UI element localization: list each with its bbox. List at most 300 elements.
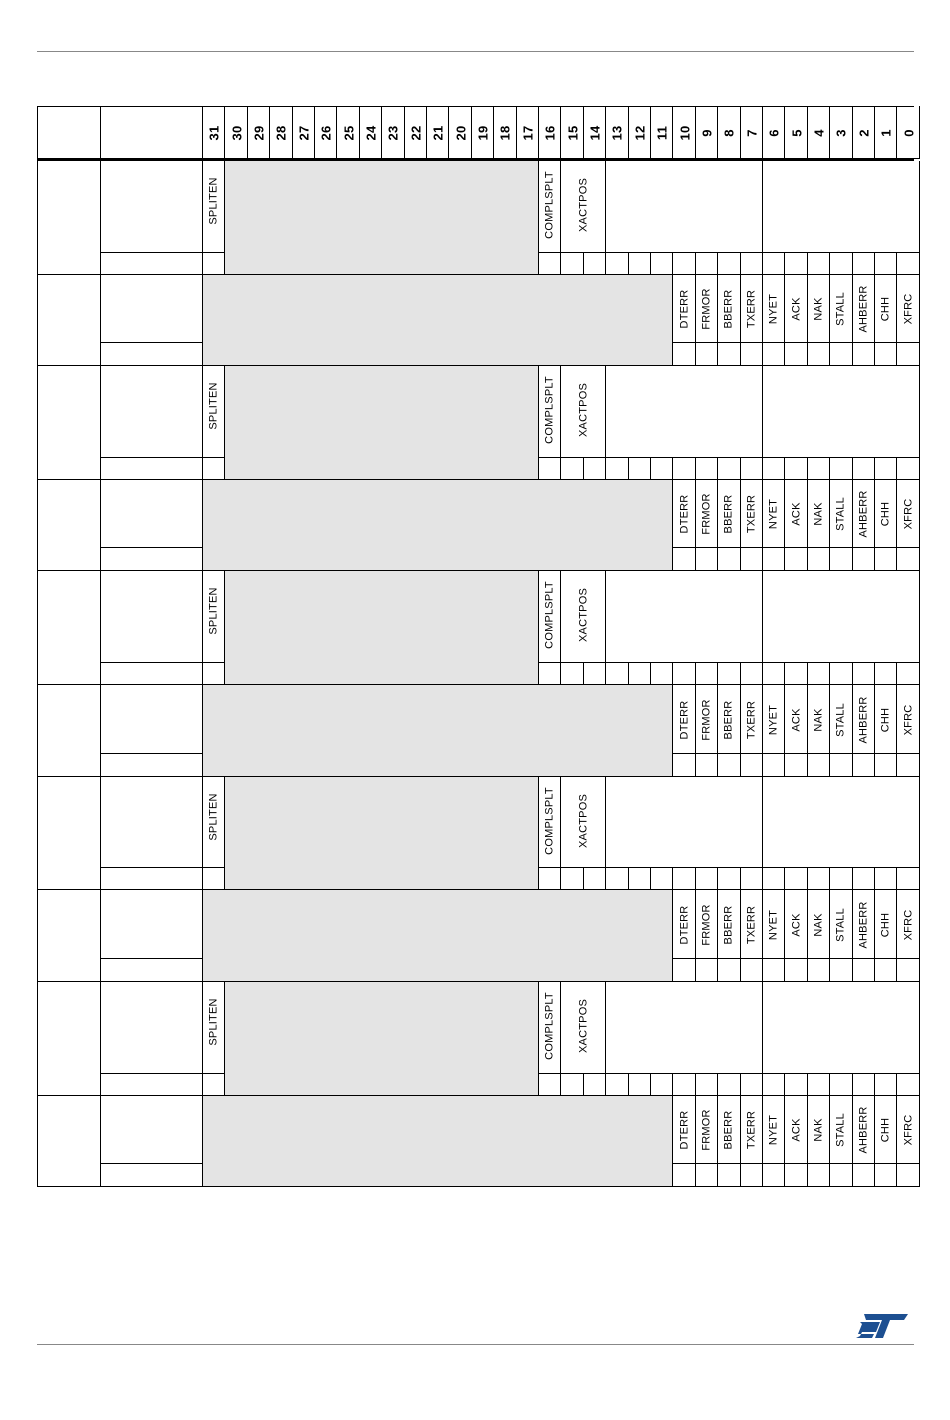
bit-number: 10 bbox=[677, 125, 693, 140]
xactpos-label: XACTPOS bbox=[577, 999, 590, 1053]
reset-value-cell bbox=[203, 1074, 225, 1096]
dterr-label: DTERR bbox=[678, 494, 691, 534]
dterr-label: DTERR bbox=[678, 700, 691, 739]
frmor-label: FRMOR bbox=[700, 1109, 713, 1151]
reset-value-cell bbox=[673, 959, 695, 982]
reset-value-cell bbox=[853, 959, 875, 982]
split-register-row-name-cell bbox=[101, 571, 203, 663]
complsplt-label: COMPLSPLT bbox=[543, 787, 556, 855]
reset-value-cell bbox=[718, 548, 740, 571]
reset-value-cell bbox=[741, 1164, 763, 1187]
interrupt-register-row-offset-cell bbox=[37, 1096, 101, 1187]
nyet-label: NYET bbox=[767, 909, 780, 940]
reset-value-cell bbox=[897, 1164, 919, 1187]
reset-value-cell bbox=[808, 1074, 830, 1096]
xactpos-label: XACTPOS bbox=[577, 383, 590, 437]
dterr-label: DTERR bbox=[678, 289, 691, 329]
xfrc-label: XFRC bbox=[902, 909, 915, 940]
reset-value-cell bbox=[830, 343, 852, 366]
reset-value-cell bbox=[718, 959, 740, 982]
reset-value-cell bbox=[696, 253, 718, 275]
reset-value-cell bbox=[718, 458, 740, 480]
reset-value-cell bbox=[584, 868, 606, 890]
chh-label: CHH bbox=[879, 707, 892, 732]
reset-value-cell bbox=[808, 458, 830, 480]
reset-value-cell bbox=[539, 1074, 561, 1096]
xfrc-label: XFRC bbox=[902, 1114, 915, 1146]
reserved-field bbox=[203, 275, 673, 366]
reset-value-cell bbox=[785, 1164, 807, 1187]
reset-value-cell bbox=[785, 458, 807, 480]
xfrc-label: XFRC bbox=[902, 704, 915, 735]
reset-value-cell bbox=[629, 663, 651, 685]
reset-value-cell bbox=[875, 754, 897, 777]
reserved-field bbox=[225, 161, 539, 275]
reset-value-cell bbox=[651, 868, 673, 890]
reset-value-cell bbox=[875, 548, 897, 571]
bit-number: 23 bbox=[385, 125, 401, 140]
reset-value-cell bbox=[785, 868, 807, 890]
split-register-row-name-cell bbox=[101, 366, 203, 458]
bit-number: 5 bbox=[789, 128, 805, 137]
complsplt-label: COMPLSPLT bbox=[543, 992, 556, 1060]
reset-value-cell bbox=[651, 1074, 673, 1096]
reset-value-cell bbox=[673, 1074, 695, 1096]
bit-number: 24 bbox=[363, 125, 379, 140]
reset-value-cell bbox=[696, 1074, 718, 1096]
reserved-field bbox=[203, 890, 673, 982]
reset-value-cell bbox=[830, 253, 852, 275]
bit-number: 25 bbox=[341, 125, 357, 140]
chh-label: CHH bbox=[879, 296, 892, 322]
bberr-label: BBERR bbox=[722, 289, 735, 329]
reset-value-cell bbox=[696, 1164, 718, 1187]
bit-number: 8 bbox=[721, 128, 737, 137]
reset-value-cell bbox=[785, 253, 807, 275]
spliten-label: SPLITEN bbox=[207, 998, 220, 1046]
reset-value-cell bbox=[584, 1074, 606, 1096]
stall-label: STALL bbox=[834, 497, 847, 531]
bberr-label: BBERR bbox=[722, 700, 735, 739]
bit-number: 12 bbox=[632, 125, 648, 140]
reset-value-cell bbox=[718, 868, 740, 890]
bit-number: 6 bbox=[766, 128, 782, 137]
interrupt-register-row-offset-cell bbox=[37, 890, 101, 982]
reset-value-cell bbox=[763, 754, 785, 777]
reset-value-cell bbox=[629, 253, 651, 275]
reset-value-cell bbox=[763, 548, 785, 571]
ack-label: ACK bbox=[790, 297, 803, 321]
txerr-label: TXERR bbox=[745, 700, 758, 739]
split-register-row-offset-cell bbox=[37, 571, 101, 685]
interrupt-register-row-offset-cell bbox=[37, 275, 101, 366]
reset-value-cell bbox=[763, 663, 785, 685]
reset-value-cell bbox=[763, 1074, 785, 1096]
split-register-row-reset-label-cell bbox=[101, 868, 203, 890]
reset-value-cell bbox=[606, 1074, 628, 1096]
interrupt-register-row-reset-label-cell bbox=[101, 1164, 203, 1187]
reset-value-cell bbox=[203, 868, 225, 890]
bit-number: 29 bbox=[251, 125, 267, 140]
complsplt-label: COMPLSPLT bbox=[543, 376, 556, 444]
chh-label: CHH bbox=[879, 501, 892, 527]
reset-value-cell bbox=[561, 663, 583, 685]
xactpos-label: XACTPOS bbox=[577, 178, 590, 232]
reset-value-cell bbox=[203, 663, 225, 685]
bit-number: 9 bbox=[699, 128, 715, 137]
interrupt-register-row-reset-label-cell bbox=[101, 548, 203, 571]
reset-value-cell bbox=[629, 868, 651, 890]
hubaddr-field bbox=[606, 161, 763, 253]
bit-number: 30 bbox=[229, 125, 245, 140]
reset-value-cell bbox=[673, 754, 695, 777]
reset-value-cell bbox=[853, 548, 875, 571]
txerr-label: TXERR bbox=[745, 494, 758, 534]
nak-label: NAK bbox=[812, 297, 825, 321]
bit-number: 1 bbox=[878, 128, 894, 137]
frmor-label: FRMOR bbox=[700, 698, 713, 741]
bberr-label: BBERR bbox=[722, 494, 735, 534]
interrupt-register-row-name-cell bbox=[101, 480, 203, 548]
stall-label: STALL bbox=[834, 702, 847, 737]
reset-value-cell bbox=[561, 868, 583, 890]
reset-value-cell bbox=[875, 253, 897, 275]
ack-label: ACK bbox=[790, 502, 803, 526]
interrupt-register-row-offset-cell bbox=[37, 480, 101, 571]
chh-label: CHH bbox=[879, 1117, 892, 1143]
nyet-label: NYET bbox=[767, 704, 780, 735]
xfrc-label: XFRC bbox=[902, 498, 915, 530]
frmor-label: FRMOR bbox=[700, 493, 713, 535]
reset-value-cell bbox=[718, 663, 740, 685]
reset-value-cell bbox=[561, 253, 583, 275]
reset-value-cell bbox=[606, 663, 628, 685]
reset-value-cell bbox=[741, 754, 763, 777]
bit-number: 16 bbox=[542, 125, 558, 140]
reset-value-cell bbox=[897, 754, 919, 777]
reset-value-cell bbox=[651, 253, 673, 275]
reset-value-cell bbox=[897, 1074, 919, 1096]
reset-value-cell bbox=[785, 548, 807, 571]
prtaddr-field bbox=[763, 777, 920, 868]
bit-number: 7 bbox=[744, 128, 760, 137]
reset-value-cell bbox=[696, 754, 718, 777]
reset-value-cell bbox=[785, 1074, 807, 1096]
reset-value-cell bbox=[875, 458, 897, 480]
reset-value-cell bbox=[853, 1074, 875, 1096]
bit-number: 27 bbox=[296, 125, 312, 140]
reset-value-cell bbox=[875, 1074, 897, 1096]
txerr-label: TXERR bbox=[745, 289, 758, 329]
reset-value-cell bbox=[763, 959, 785, 982]
split-register-row-offset-cell bbox=[37, 777, 101, 890]
reset-value-cell bbox=[808, 343, 830, 366]
bberr-label: BBERR bbox=[722, 905, 735, 944]
nyet-label: NYET bbox=[767, 293, 780, 325]
reset-value-cell bbox=[696, 959, 718, 982]
reset-value-cell bbox=[673, 548, 695, 571]
reset-value-cell bbox=[763, 1164, 785, 1187]
interrupt-register-row-reset-label-cell bbox=[101, 754, 203, 777]
dterr-label: DTERR bbox=[678, 1110, 691, 1150]
reset-value-cell bbox=[808, 1164, 830, 1187]
bit-number: 17 bbox=[520, 125, 536, 140]
ahberr-label: AHBERR bbox=[857, 900, 870, 949]
ahberr-label: AHBERR bbox=[857, 490, 870, 538]
reset-value-cell bbox=[673, 343, 695, 366]
spliten-label: SPLITEN bbox=[207, 793, 220, 841]
reset-value-cell bbox=[897, 343, 919, 366]
reset-value-cell bbox=[673, 868, 695, 890]
spliten-label: SPLITEN bbox=[207, 382, 220, 430]
reset-value-cell bbox=[808, 868, 830, 890]
reset-value-cell bbox=[785, 663, 807, 685]
reset-value-cell bbox=[830, 1164, 852, 1187]
reset-value-cell bbox=[629, 1074, 651, 1096]
reset-value-cell bbox=[897, 458, 919, 480]
nak-label: NAK bbox=[812, 912, 825, 937]
stall-label: STALL bbox=[834, 907, 847, 942]
reset-value-cell bbox=[651, 663, 673, 685]
reset-value-cell bbox=[696, 868, 718, 890]
reset-value-cell bbox=[830, 959, 852, 982]
st-logo-icon bbox=[852, 1310, 910, 1345]
ahberr-label: AHBERR bbox=[857, 1106, 870, 1154]
bit-number: 3 bbox=[833, 128, 849, 137]
split-register-row-offset-cell bbox=[37, 161, 101, 275]
reset-value-cell bbox=[808, 754, 830, 777]
reset-value-cell bbox=[853, 754, 875, 777]
interrupt-register-row-name-cell bbox=[101, 685, 203, 754]
reset-value-cell bbox=[853, 253, 875, 275]
nyet-label: NYET bbox=[767, 498, 780, 530]
reset-value-cell bbox=[897, 959, 919, 982]
reset-value-cell bbox=[539, 663, 561, 685]
reset-value-cell bbox=[741, 548, 763, 571]
reset-value-cell bbox=[561, 458, 583, 480]
hubaddr-field bbox=[606, 777, 763, 868]
reset-value-cell bbox=[606, 458, 628, 480]
reserved-field bbox=[225, 366, 539, 480]
nak-label: NAK bbox=[812, 502, 825, 526]
interrupt-register-row-reset-label-cell bbox=[101, 959, 203, 982]
bit-number: 15 bbox=[565, 125, 581, 140]
reset-value-cell bbox=[763, 253, 785, 275]
interrupt-register-row-name-cell bbox=[101, 1096, 203, 1164]
header-register-cell bbox=[101, 106, 203, 159]
split-register-row-reset-label-cell bbox=[101, 253, 203, 275]
reset-value-cell bbox=[830, 868, 852, 890]
reset-value-cell bbox=[875, 959, 897, 982]
reset-value-cell bbox=[830, 754, 852, 777]
reset-value-cell bbox=[561, 1074, 583, 1096]
reset-value-cell bbox=[718, 253, 740, 275]
header-offset-cell bbox=[37, 106, 101, 159]
nak-label: NAK bbox=[812, 707, 825, 732]
bit-number: 14 bbox=[587, 125, 603, 140]
reset-value-cell bbox=[673, 663, 695, 685]
reset-value-cell bbox=[584, 663, 606, 685]
interrupt-register-row-name-cell bbox=[101, 275, 203, 343]
reset-value-cell bbox=[830, 458, 852, 480]
spliten-label: SPLITEN bbox=[207, 587, 220, 635]
reserved-field bbox=[225, 571, 539, 685]
reset-value-cell bbox=[808, 548, 830, 571]
reset-value-cell bbox=[785, 959, 807, 982]
xactpos-label: XACTPOS bbox=[577, 588, 590, 642]
reset-value-cell bbox=[696, 458, 718, 480]
reset-value-cell bbox=[808, 959, 830, 982]
stall-label: STALL bbox=[834, 292, 847, 326]
reset-value-cell bbox=[203, 458, 225, 480]
reset-value-cell bbox=[718, 343, 740, 366]
reset-value-cell bbox=[741, 343, 763, 366]
split-register-row-reset-label-cell bbox=[101, 458, 203, 480]
bit-number: 21 bbox=[430, 125, 446, 140]
stall-label: STALL bbox=[834, 1113, 847, 1147]
reset-value-cell bbox=[830, 1074, 852, 1096]
reset-value-cell bbox=[629, 458, 651, 480]
prtaddr-field bbox=[763, 982, 920, 1074]
reset-value-cell bbox=[897, 548, 919, 571]
bit-number: 4 bbox=[811, 128, 827, 137]
split-register-row-reset-label-cell bbox=[101, 663, 203, 685]
txerr-label: TXERR bbox=[745, 1110, 758, 1150]
reset-value-cell bbox=[718, 1164, 740, 1187]
reserved-field bbox=[203, 480, 673, 571]
dterr-label: DTERR bbox=[678, 905, 691, 944]
split-register-row-reset-label-cell bbox=[101, 1074, 203, 1096]
split-register-row-offset-cell bbox=[37, 366, 101, 480]
split-register-row-name-cell bbox=[101, 982, 203, 1074]
reset-value-cell bbox=[539, 868, 561, 890]
reset-value-cell bbox=[741, 458, 763, 480]
frmor-label: FRMOR bbox=[700, 288, 713, 330]
reset-value-cell bbox=[875, 663, 897, 685]
interrupt-register-row-reset-label-cell bbox=[101, 343, 203, 366]
reset-value-cell bbox=[897, 253, 919, 275]
reset-value-cell bbox=[606, 868, 628, 890]
split-register-row-offset-cell bbox=[37, 982, 101, 1096]
spliten-label: SPLITEN bbox=[207, 177, 220, 225]
bit-number: 28 bbox=[273, 125, 289, 140]
hubaddr-field bbox=[606, 982, 763, 1074]
ack-label: ACK bbox=[790, 1118, 803, 1142]
reserved-field bbox=[203, 1096, 673, 1187]
hubaddr-field bbox=[606, 571, 763, 663]
reset-value-cell bbox=[853, 663, 875, 685]
bit-number: 2 bbox=[856, 128, 872, 137]
frmor-label: FRMOR bbox=[700, 903, 713, 946]
reset-value-cell bbox=[875, 343, 897, 366]
complsplt-label: COMPLSPLT bbox=[543, 171, 556, 239]
reset-value-cell bbox=[651, 458, 673, 480]
interrupt-register-row-offset-cell bbox=[37, 685, 101, 777]
prtaddr-field bbox=[763, 571, 920, 663]
reset-value-cell bbox=[741, 868, 763, 890]
reset-value-cell bbox=[203, 253, 225, 275]
reset-value-cell bbox=[584, 253, 606, 275]
reset-value-cell bbox=[763, 868, 785, 890]
bit-number: 31 bbox=[206, 125, 222, 140]
reset-value-cell bbox=[673, 253, 695, 275]
xactpos-label: XACTPOS bbox=[577, 794, 590, 848]
reset-value-cell bbox=[785, 343, 807, 366]
bit-number: 22 bbox=[408, 125, 424, 140]
txerr-label: TXERR bbox=[745, 905, 758, 944]
reset-value-cell bbox=[539, 253, 561, 275]
reset-value-cell bbox=[696, 663, 718, 685]
reset-value-cell bbox=[696, 548, 718, 571]
reset-value-cell bbox=[830, 548, 852, 571]
reset-value-cell bbox=[741, 959, 763, 982]
reset-value-cell bbox=[808, 663, 830, 685]
reset-value-cell bbox=[606, 253, 628, 275]
interrupt-register-row-name-cell bbox=[101, 890, 203, 959]
bberr-label: BBERR bbox=[722, 1110, 735, 1150]
reset-value-cell bbox=[741, 1074, 763, 1096]
reset-value-cell bbox=[718, 1074, 740, 1096]
bit-number: 11 bbox=[654, 125, 670, 140]
reset-value-cell bbox=[539, 458, 561, 480]
reset-value-cell bbox=[830, 663, 852, 685]
reset-value-cell bbox=[875, 1164, 897, 1187]
bit-number: 0 bbox=[901, 128, 917, 137]
reset-value-cell bbox=[741, 253, 763, 275]
reset-value-cell bbox=[673, 1164, 695, 1187]
prtaddr-field bbox=[763, 161, 920, 253]
bit-number: 26 bbox=[318, 125, 334, 140]
bit-number: 18 bbox=[497, 125, 513, 140]
ahberr-label: AHBERR bbox=[857, 285, 870, 333]
bottom-rule bbox=[37, 1344, 914, 1345]
bit-number: 20 bbox=[453, 125, 469, 140]
reset-value-cell bbox=[808, 253, 830, 275]
ack-label: ACK bbox=[790, 912, 803, 937]
reset-value-cell bbox=[763, 458, 785, 480]
split-register-row-name-cell bbox=[101, 161, 203, 253]
reset-value-cell bbox=[897, 868, 919, 890]
ahberr-label: AHBERR bbox=[857, 695, 870, 744]
reset-value-cell bbox=[673, 458, 695, 480]
bit-number: 19 bbox=[475, 125, 491, 140]
reset-value-cell bbox=[741, 663, 763, 685]
reset-value-cell bbox=[897, 663, 919, 685]
reset-value-cell bbox=[763, 343, 785, 366]
split-register-row-name-cell bbox=[101, 777, 203, 868]
reset-value-cell bbox=[853, 343, 875, 366]
reset-value-cell bbox=[853, 868, 875, 890]
nak-label: NAK bbox=[812, 1118, 825, 1142]
hubaddr-field bbox=[606, 366, 763, 458]
reset-value-cell bbox=[785, 754, 807, 777]
reset-value-cell bbox=[853, 1164, 875, 1187]
chh-label: CHH bbox=[879, 912, 892, 937]
reserved-field bbox=[225, 982, 539, 1096]
xfrc-label: XFRC bbox=[902, 293, 915, 325]
reset-value-cell bbox=[696, 343, 718, 366]
reserved-field bbox=[203, 685, 673, 777]
reset-value-cell bbox=[875, 868, 897, 890]
reserved-field bbox=[225, 777, 539, 890]
bit-number: 13 bbox=[609, 125, 625, 140]
ack-label: ACK bbox=[790, 707, 803, 732]
nyet-label: NYET bbox=[767, 1114, 780, 1146]
reset-value-cell bbox=[718, 754, 740, 777]
reset-value-cell bbox=[584, 458, 606, 480]
complsplt-label: COMPLSPLT bbox=[543, 581, 556, 649]
prtaddr-field bbox=[763, 366, 920, 458]
